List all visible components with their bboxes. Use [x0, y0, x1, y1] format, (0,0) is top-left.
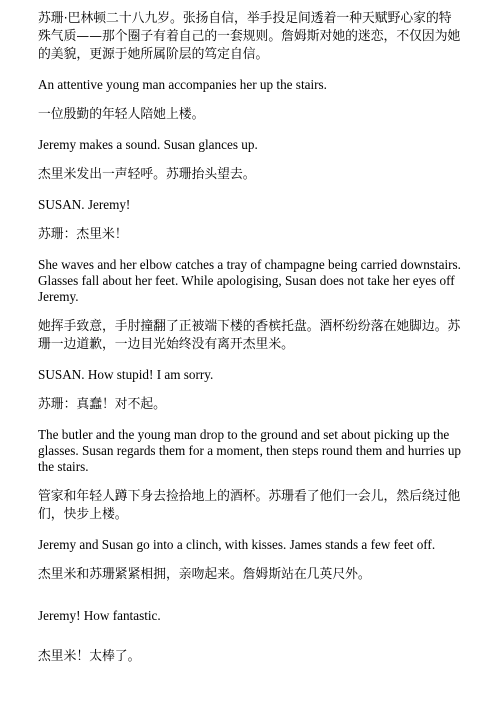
- paragraph-15-zh: 杰里米和苏珊紧紧相拥，亲吻起来。詹姆斯站在几英尺外。: [38, 567, 371, 582]
- paragraph-7-zh: 苏珊：杰里米！: [38, 227, 128, 242]
- paragraph-6-en: SUSAN. Jeremy!: [38, 197, 131, 212]
- paragraph-13-zh: 管家和年轻人蹲下身去捡拾地上的酒杯。苏珊看了他们一会儿，然后绕过他们，快步上楼。: [38, 489, 461, 522]
- paragraph-4-en: Jeremy makes a sound. Susan glances up.: [38, 137, 258, 152]
- document-page: [38, 10, 462, 666]
- paragraph-14-en: Jeremy and Susan go into a clinch, with kisses. James stands a few feet off.: [38, 537, 436, 552]
- paragraph-11-zh: 苏珊：真蠢！对不起。: [38, 397, 166, 412]
- paragraph-8-en: She waves and her elbow catches a tray of champagne being carried downstairs. Glasses fall about her feet. While apologising, Susan does not take her eyes off Jeremy.: [38, 257, 461, 304]
- paragraph-16-en: Jeremy! How fantastic.: [38, 608, 161, 623]
- paragraph-2-en: An attentive young man accompanies her up the stairs.: [38, 77, 327, 92]
- paragraph-1-zh: 苏珊·巴林顿二十八九岁。张扬自信，举手投足间透着一种天赋野心家的特殊气质——那个圈子有着自己的一套规则。詹姆斯对她的迷恋，不仅因为她的美貌，更源于她所属阶层的笃定自信。: [38, 11, 461, 62]
- paragraph-10-en: SUSAN. How stupid! I am sorry.: [38, 367, 214, 382]
- paragraph-9-zh: 她挥手致意，手肘撞翻了正被端下楼的香槟托盘。酒杯纷纷落在她脚边。苏珊一边道歉，一边目光始终没有离开杰里米。: [38, 319, 461, 352]
- paragraph-5-zh: 杰里米发出一声轻呼。苏珊抬头望去。: [38, 167, 256, 182]
- paragraph-17-zh: 杰里米！太棒了。: [38, 649, 141, 664]
- paragraph-12-en: The butler and the young man drop to the ground and set about picking up the glasses. Susan regards them for a moment, then steps round them and hurries up the stairs.: [38, 427, 462, 474]
- paragraph-3-zh: 一位殷勤的年轻人陪她上楼。: [38, 107, 205, 122]
